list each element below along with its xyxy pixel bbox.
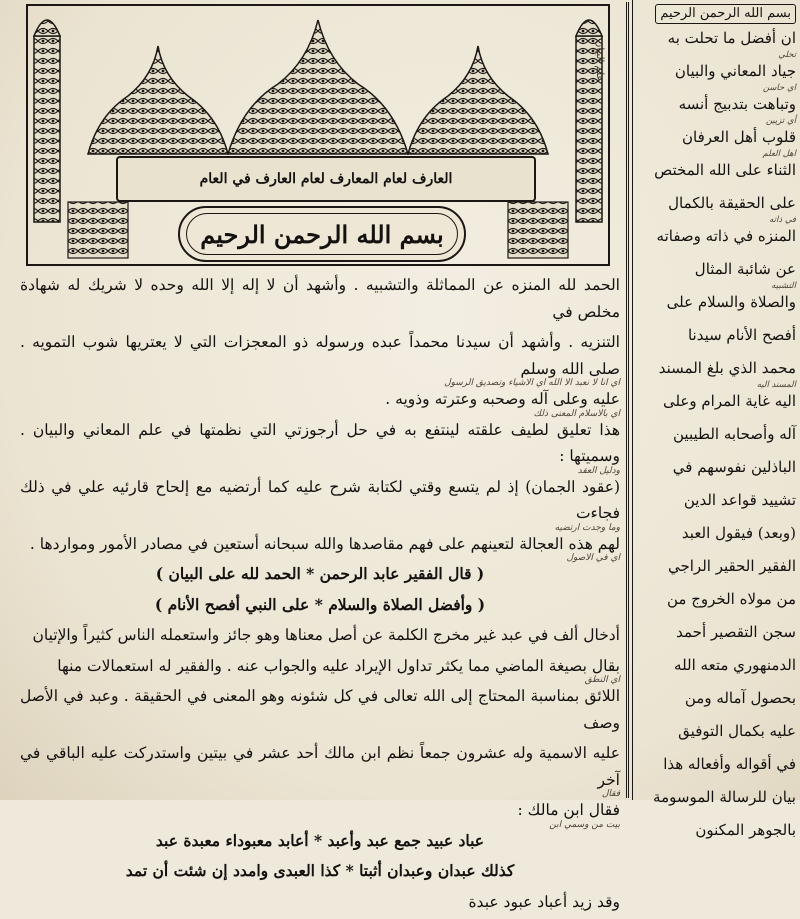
body-line: الحمد لله المنزه عن المماثلة والتشبيه . وأشهد أن لا إله إلا الله وحده لا شريك له شهادة مخلص في	[20, 276, 620, 321]
margin-line: محمد الذي بلغ المسند	[658, 359, 796, 377]
margin-gloss	[640, 612, 796, 620]
verse-line: ( وأفضل الصلاة والسلام * على النبي أفصح الأنام )	[154, 594, 486, 614]
margin-line: الفقير الحقير الراجي	[667, 557, 796, 575]
margin-line: وتباهت بتدبيج أنسه	[678, 95, 796, 113]
margin-line: عن شائبة المثال	[694, 260, 796, 278]
interlinear-gloss: اي انا لا نعبد الا الله اي الاشياء وتصديق الرسول	[444, 378, 620, 388]
vertical-side-note: علم البيان	[594, 40, 605, 82]
interlinear-gloss: اي بالاسلام المعنى ذلك	[533, 408, 620, 419]
verse-line: ( قال الفقير عابد الرحمن * الحمد لله على البيان )	[155, 564, 485, 583]
margin-opening-basmala: بسم الله الرحمن الرحيم	[655, 4, 796, 24]
margin-line: عليه بكمال التوفيق	[678, 722, 796, 740]
margin-line: قلوب أهل العرفان	[682, 128, 796, 146]
body-line: فقال ابن مالك :	[517, 801, 620, 819]
margin-line: الثناء على الله المختص	[654, 161, 796, 179]
body-line: هذا تعليق لطيف علقته لينتفع به في حل أرجوزتي التي نظمتها في علم المعاني والبيان . وسميتها :	[20, 420, 620, 465]
margin-line: الدمنهوري متعه الله	[674, 656, 796, 674]
margin-line: في أقواله وأفعاله هذا	[663, 755, 796, 773]
margin-gloss: التشبيه	[771, 281, 796, 291]
interlinear-gloss: اي النطق	[584, 675, 620, 685]
header-banner: العارف لعام المعارف لعام العارف في العام	[116, 156, 536, 202]
margin-line: آله وأصحابه الطيبين	[673, 425, 796, 443]
margin-gloss: في ذاته	[769, 215, 796, 225]
body-line: أدخال ألف في عبد غير مخرج الكلمة عن أصل معناها وهو جائز واستعمله الناس كثيراً والإتيان	[32, 626, 620, 644]
margin-gloss	[640, 777, 796, 785]
interlinear-gloss: ودليل العقد	[577, 465, 620, 476]
verse-line: كذلك عبدان وعبدان أثبتا * كذا العبدى وامدد إن شئت أن تمد	[125, 861, 515, 880]
margin-line: بالجوهر المكنون	[695, 821, 796, 839]
margin-gloss	[640, 579, 796, 587]
interlinear-gloss: بيت من وسمي ابن	[549, 819, 620, 830]
margin-gloss	[640, 546, 796, 554]
basmala-text: بسم الله الرحمن الرحيم	[200, 219, 444, 249]
margin-gloss	[640, 810, 796, 818]
body-line: اللائق بمناسبة المحتاج إلى الله تعالى في كل شئونه وهو المعنى في الحقيقة . وعبد في الأصل وصف	[20, 687, 620, 732]
margin-gloss	[640, 843, 796, 851]
interlinear-gloss	[20, 321, 620, 329]
margin-gloss: أي تزيين	[765, 116, 796, 126]
margin-line: المنزه في ذاته وصفاته	[656, 227, 796, 245]
body-line: التنزيه . وأشهد أن سيدنا محمداً عبده ورسوله ذو المعجزات التي لا يعتريها شوب التمويه . صلى الله وسلم	[20, 333, 620, 378]
margin-line: (وبعد) فيقول العبد	[681, 524, 796, 542]
ornamental-header	[26, 4, 610, 266]
margin-gloss	[640, 414, 796, 422]
interlinear-gloss	[20, 732, 620, 740]
margin-gloss	[640, 447, 796, 455]
margin-gloss	[640, 513, 796, 521]
margin-commentary	[640, 0, 796, 839]
body-line: عليه وعلى آله وصحبه وعترته وذويه .	[385, 390, 620, 408]
margin-gloss	[640, 348, 796, 356]
interlinear-gloss: اي في الاصول	[566, 553, 620, 563]
verse-line: عباد عبيد جمع عبد وأعبد * أعابد معبوداء معبدة عبد	[155, 830, 485, 850]
margin-line: بحصول آماله ومن	[684, 689, 796, 707]
interlinear-gloss: فقال	[601, 789, 620, 799]
margin-line: أفصح الأنام سيدنا	[687, 326, 796, 344]
margin-line: الباذلين نفوسهم في	[672, 458, 796, 476]
margin-gloss: المسند اليه	[756, 380, 796, 390]
margin-gloss: تحلي	[778, 50, 796, 60]
interlinear-gloss: وما وجدت ارتضيه	[554, 522, 620, 533]
margin-line: على الحقيقة بالكمال	[668, 194, 796, 212]
basmala-cartouche	[178, 206, 466, 262]
margin-line: من مولاه الخروج من	[666, 590, 796, 608]
margin-line: تشييد قواعد الدين	[683, 491, 796, 509]
body-line: وقد زيد أعباد عبود عبدة	[468, 892, 620, 911]
body-line: لهم هذه العجالة لتعينهم على فهم مقاصدها والله سبحانه أستعين في مصادر الأمور ومواردها .	[29, 534, 620, 553]
margin-gloss	[640, 678, 796, 686]
margin-gloss	[640, 480, 796, 488]
margin-gloss	[640, 645, 796, 653]
margin-gloss	[640, 744, 796, 752]
margin-line: سجن التقصير أحمد	[676, 623, 796, 641]
margin-line: اليه غاية المرام وعلى	[662, 392, 796, 410]
column-divider	[632, 0, 633, 800]
margin-line: والصلاة والسلام على	[666, 293, 796, 311]
main-body-text	[20, 272, 620, 911]
margin-line: ان أفضل ما تحلت به	[667, 29, 796, 47]
margin-gloss: اي حاسن	[762, 83, 796, 93]
body-line: عليه الاسمية وله عشرون جمعاً نظم ابن مالك أحد عشر في بيتين واستدركت عليه الباقي في آخر	[20, 744, 620, 789]
body-line: بقال بصيغة الماضي مما يكثر تداول الإيراد عليه والجواب عنه . والفقير له استعمالات منها	[57, 656, 620, 675]
margin-line: بيان للرسالة الموسومة	[653, 788, 796, 806]
margin-gloss: اهل العلم	[762, 149, 796, 159]
margin-gloss	[640, 249, 796, 257]
body-line: (عقود الجمان) إذ لم يتسع وقتي لكتابة شرح عليه كما أرتضيه مع إلحاح قارئيه علي في ذلك فجاءت	[20, 477, 620, 522]
margin-gloss	[640, 315, 796, 323]
margin-line: جياد المعاني والبيان	[674, 62, 796, 80]
margin-gloss	[640, 711, 796, 719]
margin-gloss	[640, 183, 796, 191]
